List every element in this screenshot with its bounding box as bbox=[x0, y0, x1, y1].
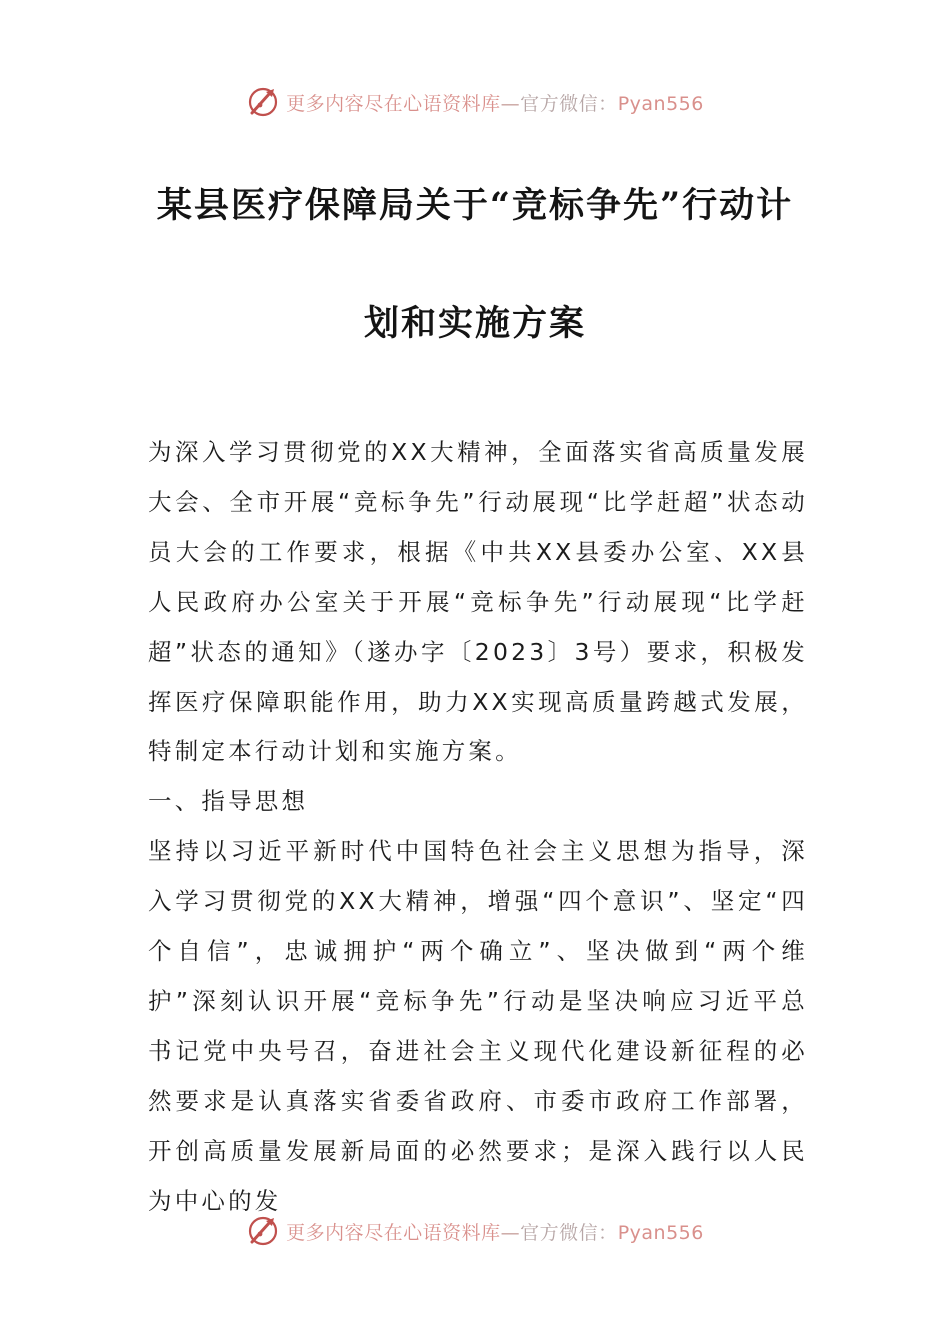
header-watermark-text: 更多内容尽在心语资料库—官方微信：Pyan556 bbox=[286, 92, 704, 115]
footer-watermark-text: 更多内容尽在心语资料库—官方微信：Pyan556 bbox=[286, 1221, 704, 1244]
pen-logo-icon bbox=[246, 85, 280, 119]
paragraph-intro: 为深入学习贯彻党的XX大精神，全面落实省高质量发展大会、全市开展“竞标争先”行动展现“比学赶超”状态动员大会的工作要求，根据《中共XX县委办公室、XX县人民政府办公室关于开展“竞标争先”行动展现“比学赶超”状态的通知》（遂办字〔2023〕3号）要求，积极发挥医疗保障职能作用，助力XX实现高质量跨越式发展，特制定本行动计划和实施方案。 bbox=[148, 438, 808, 766]
paragraph-guiding-ideology: 坚持以习近平新时代中国特色社会主义思想为指导，深入学习贯彻党的XX大精神，增强“四个意识”、坚定“四个自信”，忠诚拥护“两个确立”、坚决做到“两个维护”深刻认识开展“竞标争先”行动是坚决响应习近平总书记党中央号召，奋进社会主义现代化建设新征程的必然要求是认真落实省委省政府、市委市政府工作部署，开创高质量发展新局面的必然要求；是深入践行以人民为中心的发 bbox=[148, 837, 808, 1215]
section-heading-guiding-ideology: 一、指导思想 bbox=[148, 787, 309, 816]
pen-logo-icon bbox=[246, 1214, 280, 1248]
document-title-line-1: 某县医疗保障局关于“竞标争先”行动计 bbox=[156, 185, 794, 226]
header-watermark-banner bbox=[0, 82, 950, 122]
footer-watermark-banner bbox=[0, 1211, 950, 1251]
document-body bbox=[148, 428, 808, 1227]
document-title-line-2: 划和实施方案 bbox=[363, 303, 586, 344]
